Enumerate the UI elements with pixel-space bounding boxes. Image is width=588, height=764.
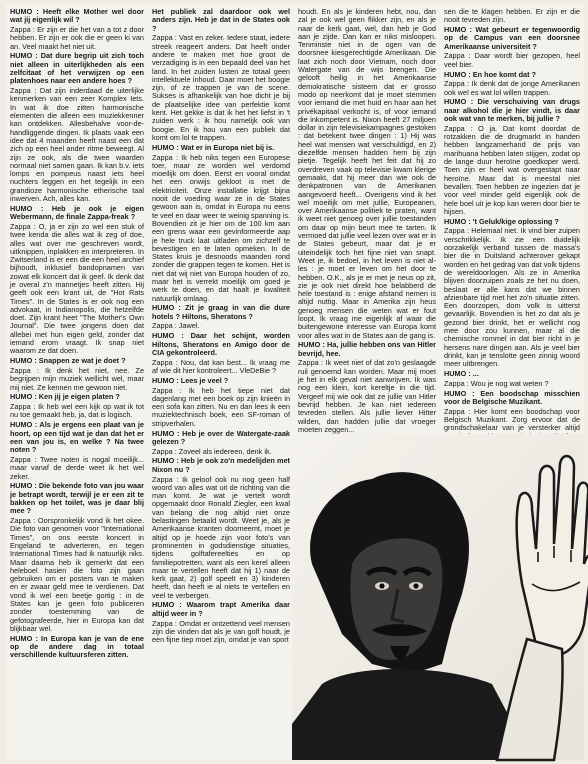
interview-answer: Zappa : O ja. Dat komt doordat de rotzakken die de drugmarkt in handen hebben langzamerhand de prijs van marihuana hebben laten stijgen, zodat op de lange duur heroïne goedkoper werd. Toen zijn er heel wat overgestapt naar heroïne. Maar dat is meestal niet bevallen. Toen hebben ze ingezien dat je voor veel minder geld eigenlijk ook de hele boel uit je kop kan weren door bier te hijsen. — [444, 123, 580, 216]
interview-question: HUMO : Heb je over de Watergate-zaak gelezen ? — [152, 428, 290, 446]
interview-question: Het publiek zal daardoor ook wel anders zijn. Heb je dat in de States ook ? — [152, 7, 290, 33]
interview-question: HUMO : ... — [444, 368, 479, 378]
column-1 — [10, 8, 144, 756]
interview-answer: Zappa : Ik heb het tiepe niet dat dagenlang met een boek op zijn knieën in een sofa kan zitten. Nu en dan lees ik een muziektechnisch boek, een SF-roman of stripverhalen. — [152, 385, 290, 428]
interview-answer: Zappa : Ik weet niet of dat zo'n geslaagde ruil genoemd kan worden. Maar mij moet je het in elk geval niet aanwrijven. Ik was nog een klein, kort kereltje in die tijd. Vergeef mij wie ook dat ze jullie van Hitler bevrijd hebben. Je kan niet iedereen tevreden stellen. Als jullie liever Hitter wilden, dan hadden jullie dat vroeger moeten zeggen... — [298, 358, 436, 434]
zappa-photo — [292, 434, 584, 760]
interview-question: HUMO : Lees je veel ? — [152, 375, 229, 385]
interview-answer: Zappa : Zoveel als iedereen, denk ik. — [152, 446, 272, 456]
interview-question: HUMO : 't Geluk/kige oplossing ? — [444, 216, 559, 226]
interview-answer: Zappa : Daar wordt bier gezopen, heel veel bier. — [444, 51, 580, 69]
interview-answer: houdt. En als je kinderen hebt, nou, dan zal je ook wel geen flikker zijn, en als je naar de kerk gaat, wel, dan heb je God aan je zijde. Dan kan er niks misloopen. Tenminste niet in de ogen van de doorsnee kiesgerechtigde Amerikaan. Die laat zich noch door Vietnam, noch door Watergate van de wijs brengen. Die gelooft heilig in het Amerikaanse demokratische sisteem dat er grosso modo op neerkomt dat je moet stemmen voor iemand die met huid en haar aan het privékapitaal verkocht is, of voor iemand die inkompetent is. Nixon heeft 27 miljoen dollar in zijn televisiekampagnes gestoken : dat betekent twee dingen : 1) Hij was heel wat mensen wat verschuldigd, en 2) diezelfde mensen hadden hem bij zijn pietje. Tegelijk heeft het feit dat hij zo overdreven vaak op televisie kwam klerige gemaakt, dat hij meer dan wie ook de denkpatronen van de Amerikanen aangevoerd heeft... Overigens vind ik het wel moeilijk om met jullie, Europeanen, over Amerikaanse politiek te praten, want ik weet niet genoeg over jullie toestanden om daar op mijn beurt mee te tarten. Ik vermoed dat jullie veel lezen over wat er in de States gebeurt, maar dat je er uiteindelijk toch het fijne niet van snapt. Weet je, ik bedoel, in het leven is niet al- les : je moet er leven om het door te hebben. O.K., als je er met je neus op zit, zie je ook niet direkt hoe belabberd de hele toestand is : enige afstand nemen is altijd nuttig. Maar in Amerika zijn heus genoeg mensen die weten wat er fout loopt. Ik vraag me eigenlijk af waar die buitengewone interesse van Europa komt voor alles wat in de States aan de gang is. — [298, 7, 436, 340]
interview-question: HUMO : Ken jij je eigen platen ? — [10, 392, 120, 402]
interview-question: HUMO : Ha, jullie hebben ons van Hitler bevrijd, hee. — [298, 340, 436, 358]
interview-answer: Zappa : Ik denk dat de jonge Amerikanen ook wel es wat lol willen trappen. — [444, 79, 580, 97]
interview-question: HUMO : Die verschuiving van drugs naar alkohol die je hier vindt, is daar ook wat van te merken, bij jullie ? — [444, 97, 580, 124]
interview-answer: Zappa : Oorspronkelijk vond ik het okee. Die foto van genomen voor "International Times", on ons eerste koncert in Engeland te adverteren, en tegen International Times had ik natuurlijk niks. Maar daarna heb ik gemerkt dat een heleboel hasien die foto zijn gaan gebruiken om er posters van te maken en er zwaar geld mee te verdienen. Dat vond ik wel een beetje gortig : in de States kan je geen foto publiceren zonder toestemming van de gefotografeerde, hier in Europa kan dat blijkbaar wel. — [10, 516, 144, 633]
interview-answer: Zappa : Hier komt een boodschap voor Belgisch Muzikant. Zorg ervoor dat de grondschakelaar van je versterker altijd — [444, 406, 580, 433]
interview-answer: Zappa : Jawel. — [152, 321, 200, 331]
interview-answer: Zappa : Ik denk het niet, nee. Ze begrijpen mijn muziek wellicht wel, maar mij niet. Ze kennen me gewoon niet. — [10, 365, 144, 392]
interview-answer: Zappa : Omdat er ontzettend veel mensen zijn die vinden dat als je van golf houdt, je een fijne tiep moet zijn, omdat je van sport — [152, 618, 290, 645]
interview-question: HUMO : Heeft elke Mother wel door wat jij eigenlijk wil ? — [10, 7, 144, 25]
interview-answer: Zappa : Ik geloof ook nu nog geen half woord van alles wat uit de richting van die man komt. Je wat je vertelt wordt opgemaakt door Ronald Ziegler, een kwal van belang die nog altijd niet onze belastingen betaald wordt. Weet je, als je Amerikaanse kranten doorneemt, moet je altijd op je hoede zijn voor foto's van prominenten in godsdienstige situaties, tijdens golftafereelties en op familiepotretten, want als een kerel alleen maar te vertellen heeft dat hij 1) naar de kerk gaat, 2) golf speelt en 3) kinderen heeft, dan heeft ie al niets te vertellen en veel te verbergen. — [152, 474, 290, 600]
column-4 — [444, 7, 580, 433]
interview-question: HUMO : Dat dure begrip uit zich toch niet alleen in uiterlijkheden als een zelfcitaat of het verwijzen op een platenhoes naar een andere hoes ? — [10, 51, 144, 86]
interview-answer: sen die te klagen hebben. Er zijn er die nooit tevreden zijn. — [444, 7, 580, 25]
interview-question: HUMO : Waarom trapt Amerika daar altijd weer in ? — [152, 600, 290, 618]
interview-question: HUMO : Wat gebeurt er tegenwoordig op de Campus van een doorsnee Amerikaanse universiteit ? — [444, 25, 580, 51]
interview-question: HUMO : Wat er in Europa niet bij is. — [152, 142, 275, 152]
interview-question: HUMO : In Europa kan je van de ene op de andere dag in totaal verschillende kultuursferen zitten. — [10, 633, 144, 660]
interview-question: HUMO : Heb je ook je eigen Webermann, de finale Zappa-freak ? — [10, 203, 144, 222]
interview-answer: Zappa : Ik heb niks tegen een Europese toer, maar ze worden wel verdomd moeilijk om doen. Eerst en vooral omdat het een onwijs gekloot is met de elektriciteit. Onze installatie krijgt bijna nooit de voeding waar ze in de States gewoon aan is, omdat in Europa nu eens te veel en daar weer te weinig spanning is. Bovendien zit je hier om de 100 km aan een grens waar een gevinformeerde aap je hele truck laat uitladen om zichzelf te bevestigen en te laten opmeken. In de States kruis je desnoods maanden rond zonder die grappen tegen te komen. Het is niet dat wij niet van Europa houden of zo, maar het is verrekt moeilijk om goed je werk te doen, en dat haalt je kwaliteit natuurlijk omlaag. — [152, 152, 290, 303]
interview-question: HUMO : Als je ergens een plaat van je hoort, op een tijd wat je dan dat het er een van jou is, en welke ? Na twee noten ? — [10, 420, 144, 455]
interview-answer: Zappa : Vast en zeker. Iedere staat, iedere streek reageert anders. Dat heeft onder andere te maken met hoe groot de verzadiging is in een bepaald deel van het land. In het zuiden lusten ze totaal geen intellektuele inhoud. Daar moet het boogie zijn, of ze trappen je van de scene. Sukses is afhankelijk van hoe dicht je bij de plaatselijke idee van perfektie komt kent. Het gekke is dat ik het het liefst in 't zuiden werk : ik hou namelijk ook van boogie. En ik hou van een publiek dat komt om lol te trappen. — [152, 33, 290, 142]
interview-answer: Zappa : O, ja er zijn zo wel een stuk of twee kenda die alles wat ik zeg of doe, alles wat over me geschreven wordt, uitknippen, inplakken en interpreteren. In Zwitserland is er een die een heel archief bijhoudt, inklusief bandopnamen van zowat elk koncert dat ik geef. Ik denk dat je overal z'n mannetjes heeft zitten. Hij geeft ook een krant uit, de "Hot Rats Times". In de States is er ook nog een advokaat, in Indianopolis, die hetzelfde doet. Zijn krant heet "The Mother's Own Journal". Die twee jongens doen dat allebei met hun eigen geld, zonder dat iemand erom vraagt. Ik snap niet waarom ze dat doen. — [10, 221, 144, 356]
photo-illustration — [292, 434, 584, 760]
magazine-page — [6, 4, 584, 760]
interview-question: HUMO : Snappen ze wat je doet ? — [10, 356, 126, 366]
interview-question: HUMO : En hoe komt dat ? — [444, 69, 537, 79]
interview-question: HUMO : Een boodschap misschien voor de Belgische Muzikant. — [444, 388, 580, 406]
interview-question: HUMO : Heb je ook zo'n medelijden met Nixon nu ? — [152, 456, 290, 474]
interview-answer: Zappa : Dat zijn inderdaad de uiterlijke kenmerken van een zeer Komplex Iets. In wat ik doe zitten harmonische elementen die alleen een muziekkenner kan ontdekken. Allesbehalve voor-de-handliggende dingen. Ik plaats vaak een idee dat 4 maanden heeft naast een dat zich op een heel ander ritme beweegt. Al zijn ze ook, als die twee waarden normaal niet samen gaan. Ik kan b.v. iets lomps en pompeus naast iets heel nuchters leggen en het tegelijk in een grandioze harmonische etherische taal inwerven. Ach, alles kan. — [10, 86, 144, 204]
interview-answer: Zappa : Nou, dat kan best... Ik vraag me af wie dit hier kontroleert... VleDeBie ? — [152, 357, 290, 375]
interview-answer: Zappa : Helemaal niet. Ik vind bier zuipen verschrikkelijk. Ik zie een duidelijk oorzakelijk verband tussen de massa's bier die in Duitsland achterover gekapt worden en het gedrag van dat volk tijdens de wereldoorlogen. Als ze in Amerika blijven doorzuipen zoals ze het nu doen, beslaat er alle kans dat we binnen afzienbare tijd met het zo'n situatie zitten. Een doorzopen, dom volk is uitterst gevaarlijk. Bovendien is het zo dat als je gezond bier drinkt, het er wellicht nog mee door zou kunnen, maar al die chemische rommel in dat bier richt in je hersens nare dingen aan. Als je veel bier drinkt, kan je tenslotte geen zinnig woord meer uitbrengen. — [444, 226, 580, 369]
interview-answer: Zappa : Er zijn er die het van a tot z door hebben. Er zijn er ook die er geen ki van an. Veel maakt het niet uit. — [10, 25, 144, 51]
interview-question: HUMO : Daar het schijnt, worden Hiltons, Sheratons en Amigo door de CIA gekontroleerd. — [152, 331, 290, 357]
column-3 — [298, 8, 436, 462]
interview-question: HUMO : Die bekende foto van jou waar je betrapt wordt, terwijl je er een zit te bakken op het toilet, was je daar blij mee ? — [10, 481, 144, 516]
interview-answer: Zappa : Ik heb wel een kijk op wat ik tot nu toe gemaakt heb, ja, dat is logisch. — [10, 402, 144, 420]
column-2 — [152, 8, 290, 756]
interview-question: HUMO : Zit je graag in van die dure hotels ? Hiltons, Sheratons ? — [152, 303, 290, 321]
interview-answer: Zappa : Wou je nog wat weten ? — [444, 378, 549, 388]
interview-answer: Zappa : Twee noten is nogal moeilijk... maar vanaf de derde weet ik het wel zeker. — [10, 454, 144, 481]
